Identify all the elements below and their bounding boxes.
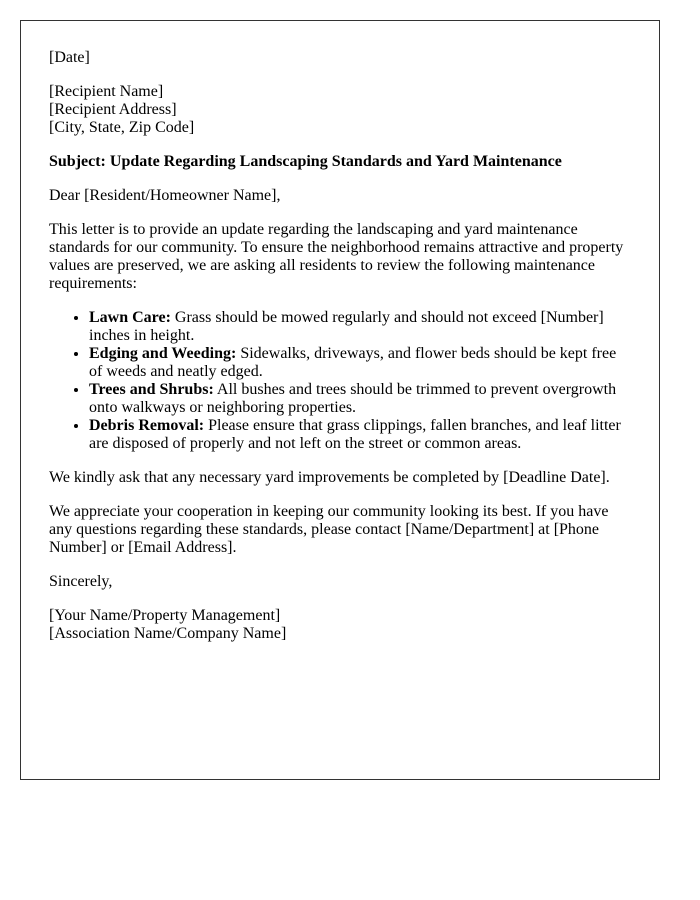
date: [Date] [49,49,90,66]
requirement-text: Please ensure that grass clippings, fallen branches, and leaf litter are disposed of properly and not left on the street or common areas. [89,417,621,452]
list-item [89,345,631,381]
requirement-title: Lawn Care: [89,309,171,326]
recipient-name: [Recipient Name] [49,83,164,100]
recipient-address: [Recipient Address] [49,101,177,118]
subject-line: Subject: Update Regarding Landscaping Standards and Yard Maintenance [49,153,562,170]
requirement-title: Edging and Weeding: [89,345,237,362]
recipient-city-state-zip: [City, State, Zip Code] [49,119,195,136]
requirement-text: All bushes and trees should be trimmed to prevent overgrowth onto walkways or neighboring properties. [89,381,617,416]
signature-name: [Your Name/Property Management] [49,607,281,624]
signoff: Sincerely, [49,573,113,590]
list-item [89,381,631,417]
letter-page [20,20,660,780]
requirement-text: Sidewalks, driveways, and flower beds should be kept free of weeds and neatly edged. [89,345,617,380]
closing-paragraph: We appreciate your cooperation in keeping our community looking its best. If you have any questions regarding these standards, please contact [Name/Department] at [Phone Number] or [Email Address]. [49,503,609,556]
signature-organization: [Association Name/Company Name] [49,625,287,642]
requirement-title: Trees and Shrubs: [89,381,214,398]
list-item [89,417,631,453]
salutation: Dear [Resident/Homeowner Name], [49,187,281,204]
intro-paragraph: This letter is to provide an update regarding the landscaping and yard maintenance standards for our community. To ensure the neighborhood remains attractive and property values are preserved, we are asking all residents to review the following maintenance requirements: [49,221,624,292]
signature-block [49,607,631,643]
recipient-block [49,83,631,137]
requirement-text: Grass should be mowed regularly and should not exceed [Number] inches in height. [89,309,604,344]
deadline-paragraph: We kindly ask that any necessary yard improvements be completed by [Deadline Date]. [49,469,610,486]
requirement-title: Debris Removal: [89,417,205,434]
requirements-list [49,309,631,453]
list-item [89,309,631,345]
